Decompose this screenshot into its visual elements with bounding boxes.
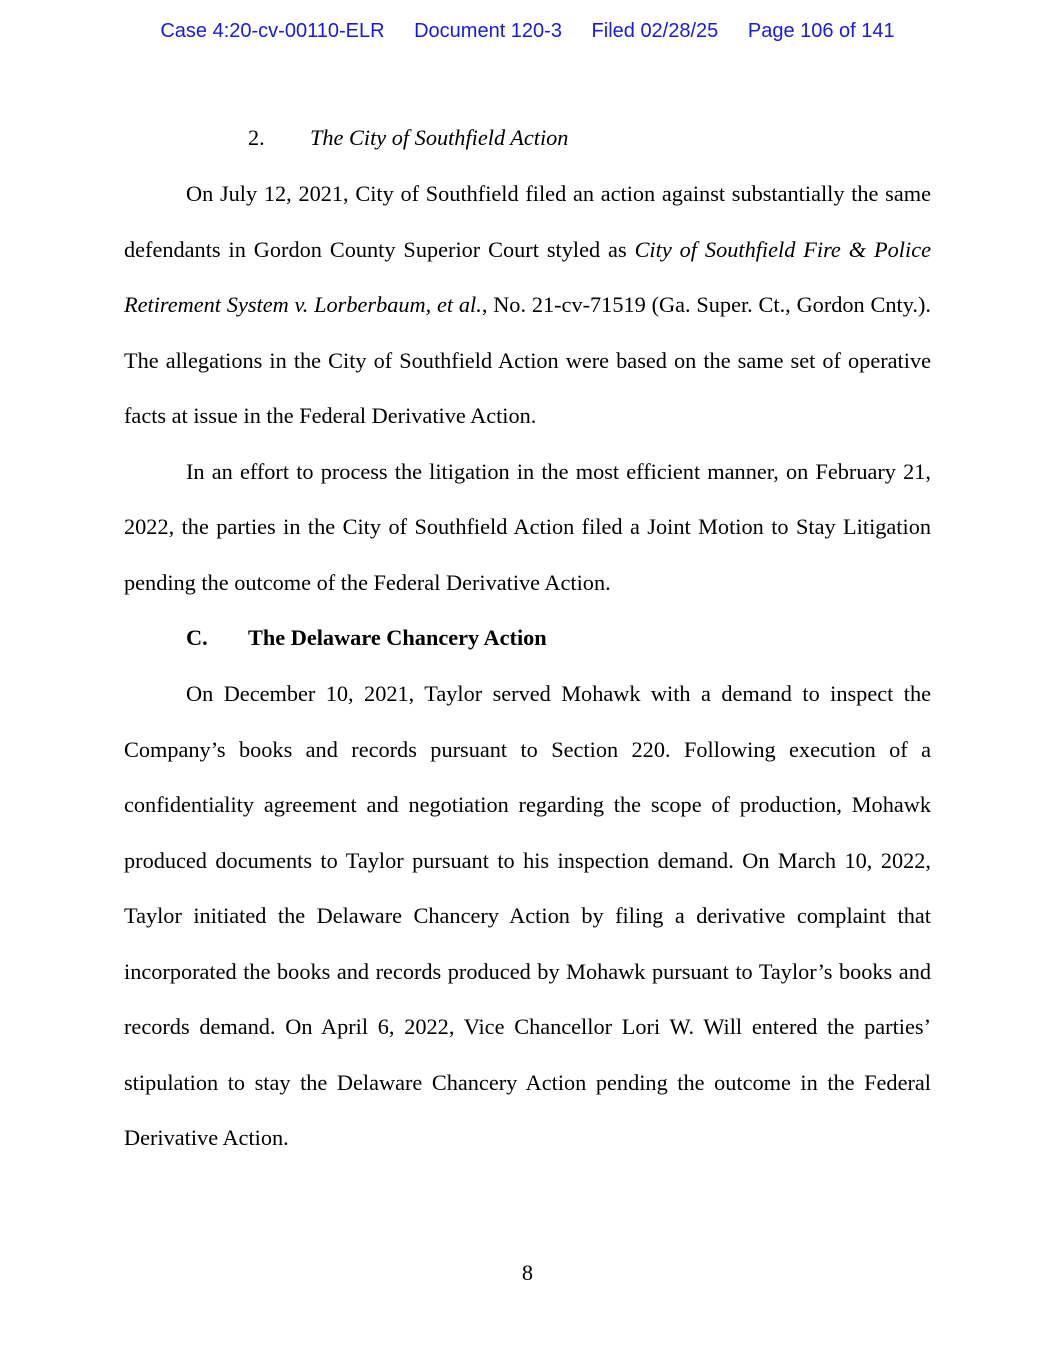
ecf-header — [0, 20, 1055, 43]
section-title: The Delaware Chancery Action — [248, 625, 547, 650]
case-citation: City of Southfield Fire & Police Retirement System v. Lorberbaum, et al. — [124, 236, 931, 317]
section-heading-2 — [248, 110, 568, 166]
document-number: Document 120-3 — [414, 20, 562, 42]
paragraph-text: , No. 21-cv-71519 (Ga. Super. Ct., Gordon Cnty.). The allegations in the City of Southfield Action were based on the same set of operative facts at issue in the Federal Derivative Action. — [124, 292, 931, 428]
paragraph-delaware-action: On December 10, 2021, Taylor served Mohawk with a demand to inspect the Company’s books and records pursuant to Section 220. Following execution of a confidentiality agreement and negotiation regarding the scope of production, Mohawk produced documents to Taylor pursuant to his inspection demand. On March 10, 2022, Taylor initiated the Delaware Chancery Action by filing a derivative complaint that incorporated the books and records produced by Mohawk pursuant to Taylor’s books and records demand. On April 6, 2022, Vice Chancellor Lori W. Will entered the parties’ stipulation to stay the Delaware Chancery Action pending the outcome in the Federal Derivative Action. — [124, 681, 931, 1150]
case-number: Case 4:20-cv-00110-ELR — [160, 20, 385, 42]
section-letter: C. — [186, 625, 208, 650]
delaware-paragraphs — [124, 666, 931, 1166]
page-number: 8 — [521, 1260, 534, 1285]
section-number: 2. — [248, 125, 265, 150]
page-count: Page 106 of 141 — [747, 20, 895, 42]
paragraph-southfield-filing — [124, 166, 931, 444]
filed-date: Filed 02/28/25 — [591, 20, 719, 42]
section-heading-c — [186, 610, 547, 666]
southfield-paragraphs — [124, 166, 931, 610]
paragraph-text: On July 12, 2021, City of Southfield filed an action against substantially the same defendants in Gordon County Superior Court styled as — [124, 181, 931, 262]
section-title: The City of Southfield Action — [310, 125, 569, 150]
paragraph-joint-motion: In an effort to process the litigation in the most efficient manner, on February 21, 2022, the parties in the City of Southfield Action filed a Joint Motion to Stay Litigation pending the outcome of the Federal Derivative Action. — [124, 458, 931, 595]
